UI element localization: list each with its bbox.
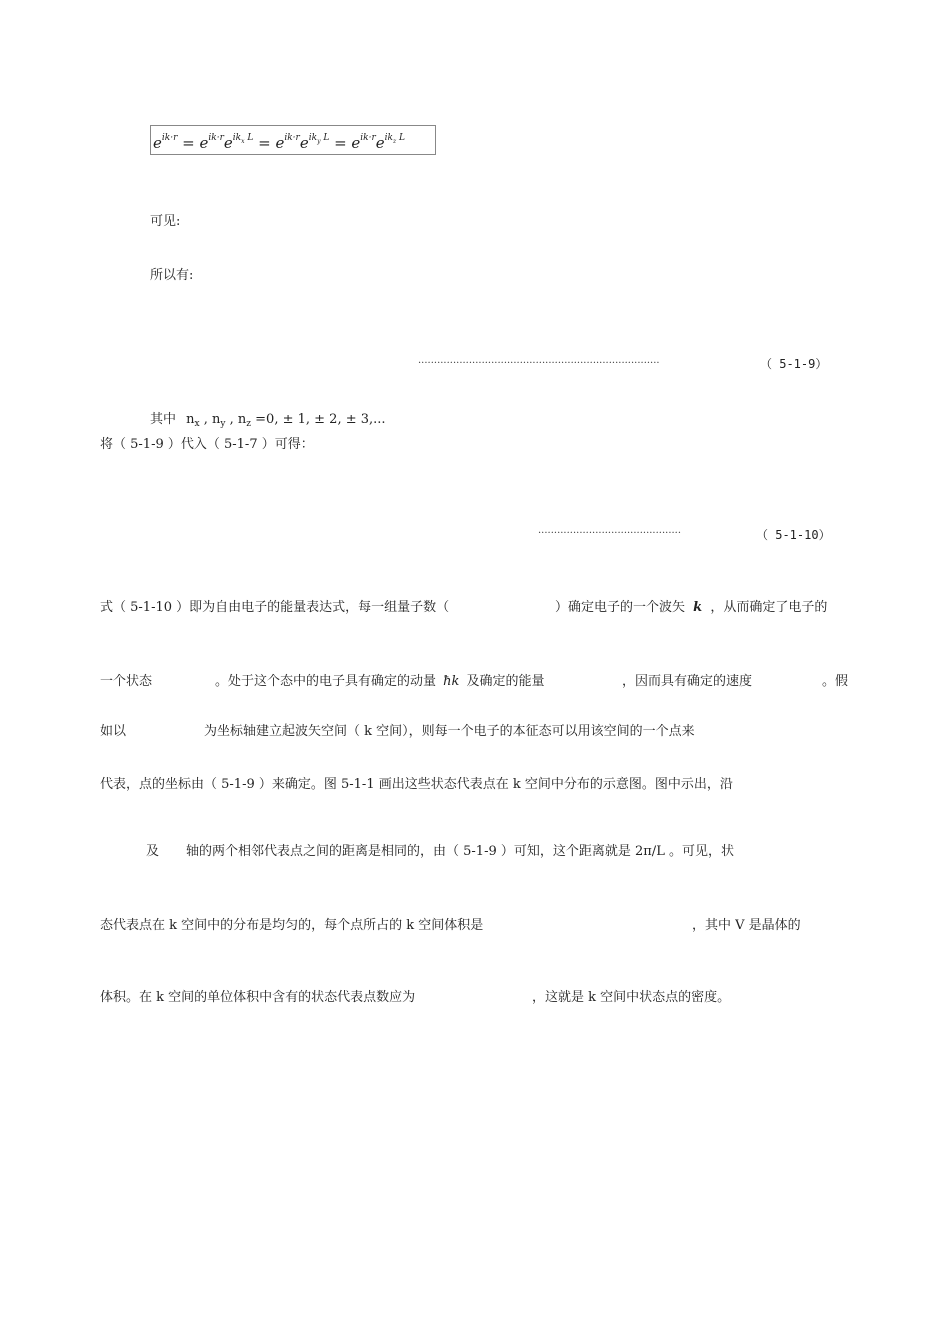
eq-5-1-10-leader: ············································· bbox=[538, 528, 682, 539]
p2-c-text: 及确定的能量 bbox=[466, 674, 545, 689]
para-line-4: 代表，点的坐标由（ 5-1-9 ）来确定。图 5-1-1 画出这些状态代表点在 k 空间中分布的示意图。图中示出，沿 bbox=[100, 777, 733, 792]
p1-c-text: ，从而确定了电子的 bbox=[710, 600, 828, 615]
text-qizhong bbox=[150, 412, 386, 432]
para-line-2b bbox=[215, 674, 545, 690]
text-substitute: 将（ 5-1-9 ）代入（ 5-1-7 ）可得： bbox=[100, 437, 314, 452]
momentum-hk: ħk bbox=[443, 674, 460, 689]
eq-5-1-9-leader: ············································································ bbox=[418, 358, 660, 369]
para-line-2e: 。假 bbox=[822, 674, 849, 689]
p1-b-text: ）确定电子的一个波矢 bbox=[555, 600, 686, 615]
qizhong-prefix: 其中 bbox=[150, 412, 177, 427]
eq-5-1-10-label: （ 5-1-10） bbox=[756, 528, 831, 542]
formula-text: $e^{ik\cdot r} = e^{ik\cdot r}e^{ik}_x$ $^L = e^{ik\cdot r}e^{ik}_y$ $^L = e^{ik\cdot r}e^{ik}_z$ $^L$ bbox=[153, 133, 406, 152]
para-line-1a: 式（ 5-1-10 ）即为自由电子的能量表达式，每一组量子数（ bbox=[100, 600, 450, 615]
text-suoyiyou: 所以有: bbox=[150, 268, 194, 283]
quantum-numbers: $n_x$ , $n_y$ , $n_z =0$, ± 1, ± 2, ± 3,... bbox=[186, 412, 386, 429]
formula-image bbox=[150, 125, 436, 155]
para-line-7a: 体积。在 k 空间的单位体积中含有的状态代表点数应为 bbox=[100, 990, 416, 1005]
para-line-5b: 轴的两个相邻代表点之间的距离是相同的，由（ 5-1-9 ）可知，这个距离就是 2π/L 。可见，状 bbox=[186, 844, 734, 859]
para-line-3b: 为坐标轴建立起波矢空间（ k 空间），则每一个电子的本征态可以用该空间的一个点来 bbox=[204, 724, 695, 739]
p2-b-text: 。处于这个态中的电子具有确定的动量 bbox=[215, 674, 437, 689]
para-line-2d: ，因而具有确定的速度 bbox=[622, 674, 753, 689]
para-line-3a: 如以 bbox=[100, 724, 127, 739]
wavevector-k: k bbox=[693, 600, 703, 615]
eq-5-1-9-label: （ 5-1-9） bbox=[760, 357, 828, 371]
formula-svg bbox=[151, 126, 435, 154]
para-line-5a: 及 bbox=[146, 844, 160, 859]
text-kejian: 可见: bbox=[150, 214, 181, 229]
quantum-values: =0, ± 1, ± 2, ± 3,... bbox=[255, 412, 386, 427]
para-line-2a: 一个状态 bbox=[100, 674, 153, 689]
para-line-1b bbox=[555, 600, 827, 616]
para-line-6a: 态代表点在 k 空间中的分布是均匀的，每个点所占的 k 空间体积是 bbox=[100, 918, 484, 933]
para-line-7b: ，这就是 k 空间中状态点的密度。 bbox=[532, 990, 731, 1005]
para-line-6b: ，其中 V 是晶体的 bbox=[692, 918, 801, 933]
